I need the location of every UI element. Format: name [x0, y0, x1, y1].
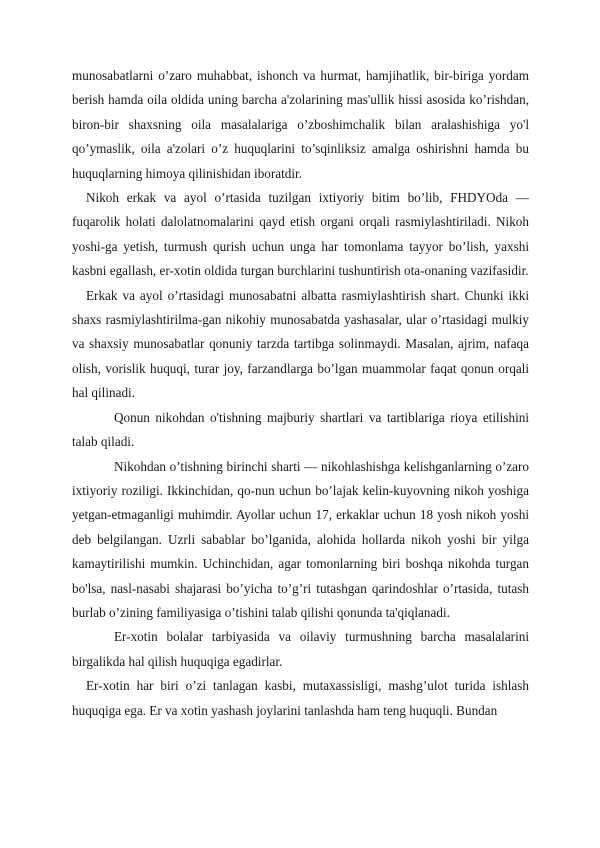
paragraph-4: Qonun nikohdan o'tishning majburiy shartlari va tartiblariga rioya etilishini talab qiladi.	[72, 409, 529, 450]
paragraph-2: Nikoh erkak va ayol o’rtasida tuzilgan ixtiyoriy bitim bo’lib, FHDYOda — fuqarolik holati dalolatnomalarini qayd etish organi orqali rasmiylashtiriladi. Nikoh yoshi-ga yetish, turmush qurish uchun unga har tomonlama tayyor bo’lish, yaxshi kasbni egallash, er-xotin oldida turgan burchlarini tushuntirish ota-onaning vazifasidir.	[72, 190, 529, 279]
paragraph-7: Er-xotin har biri o’zi tanlagan kasbi, mutaxassisligi, mashg’ulot turida ishlash huquqiga ega. Er va xotin yashash joylarini tanlashda ham teng huquqli. Bundan	[72, 678, 529, 718]
paragraph-3: Erkak va ayol o’rtasidagi munosabatni albatta rasmiylashtirish shart. Chunki ikki shaxs rasmiylashtirilma-gan nikohiy munosabatda yashasalar, ular o’rtasidagi mulkiy va shaxsiy munosabatlar qonuniy tarzda tartibga solinmaydi. Masalan, ajrim, nafaqa olish, vorislik huquqi, turar joy, farzandlarga bo’lgan muammolar faqat qonun orqali hal qilinadi.	[72, 287, 529, 401]
paragraph-1: munosabatlarni o’zaro muhabbat, ishonch va hurmat, hamjihatlik, bir-biriga yordam berish hamda oila oldida uning barcha a'zolarining mas'ullik hissi asosida ko’rishdan, biron-bir shaxsning oila masalalariga o’zboshimchalik bilan aralashishiga yo'l qo’ymaslik, oila a'zolari o’z huquqlarini to’sqinliksiz amalga oshirishni hamda bu huquqlarning himoya qilinishidan iboratdir.	[72, 68, 529, 181]
paragraph-6: Er-xotin bolalar tarbiyasida va oilaviy turmushning barcha masalalarini birgalikda hal qilish huquqiga egadirlar.	[72, 629, 529, 669]
paragraph-5: Nikohdan o’tishning birinchi sharti — nikohlashishga kelishganlarning o’zaro ixtiyoriy roziligi. Ikkinchidan, qo-nun uchun bo’lajak kelin-kuyovning nikoh yoshiga yetgan-etmaganligi muhimdir. Ayollar uchun 17, erkaklar uchun 18 yosh nikoh yoshi deb belgilangan. Uzrli sabablar bo’lganida, alohida hollarda nikoh yoshi bir yilga kamaytirilishi mumkin. Uchinchidan, agar tomonlarning biri boshqa nikohda turgan bo'lsa, nasl-nasabi shajarasi bo’yicha to’g’ri tutashgan qarindoshlar o’rtasida, tutash burlab o’zining familiyasiga o’tishini talab qilishi qonunda ta'qiqlanadi.	[72, 458, 529, 620]
document-page	[72, 64, 529, 723]
